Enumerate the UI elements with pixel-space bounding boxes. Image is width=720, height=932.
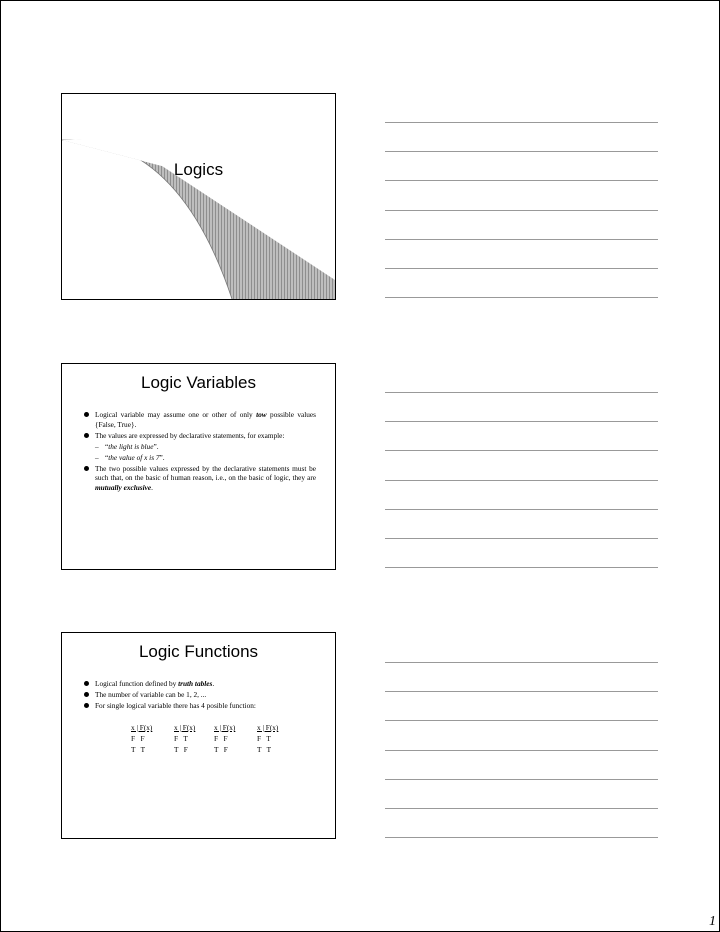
bullet-text: ”.: [153, 441, 159, 451]
note-line: [385, 779, 658, 780]
bullet-item: [84, 679, 316, 689]
bullet-emphasis: mutually exclusive: [95, 482, 152, 492]
bullet-item: [84, 690, 316, 700]
bullet-emphasis: tow: [256, 410, 267, 419]
bullet-item: [84, 410, 316, 429]
sub-bullet-item: [84, 442, 316, 452]
slide-1: [61, 93, 336, 300]
note-line: [385, 268, 658, 269]
note-line: [385, 662, 658, 663]
bullet-text: The values are expressed by declarative statements, for example:: [95, 430, 285, 440]
note-line: [385, 421, 658, 422]
bullet-text: .: [212, 679, 215, 688]
bullet-text: For single logical variable there has 4 posible function:: [95, 701, 256, 710]
dash-marker: –: [95, 441, 99, 451]
note-line: [385, 450, 658, 451]
bullet-dot-icon: [84, 681, 89, 686]
bullet-dot-icon: [84, 433, 89, 438]
note-line: [385, 151, 658, 152]
bullet-text: possible values {False, True}.: [95, 410, 316, 429]
slide-2-bullet-list: [84, 410, 316, 494]
page-number: 1: [709, 914, 716, 929]
truth-table: [174, 722, 195, 755]
bullet-italic: the light is blue: [108, 441, 154, 451]
bullet-item: [84, 431, 316, 441]
bullet-dot-icon: [84, 466, 89, 471]
note-line: [385, 691, 658, 692]
truth-table: [131, 722, 152, 755]
bullet-dot-icon: [84, 412, 89, 417]
truth-table-row: F F: [214, 734, 228, 743]
bullet-text: “: [105, 441, 109, 451]
note-line: [385, 122, 658, 123]
truth-table-row: F T: [257, 734, 271, 743]
bullet-text: .: [151, 482, 153, 492]
note-line: [385, 750, 658, 751]
truth-table-row: T T: [131, 745, 146, 754]
slide-2: [61, 363, 336, 570]
bullet-text: The number of variable can be 1, 2, ...: [95, 690, 207, 699]
truth-table-row: T F: [174, 745, 188, 754]
bullet-text: “: [105, 452, 109, 462]
note-line: [385, 808, 658, 809]
bullet-text: Logical variable may assume one or other of only: [95, 410, 257, 419]
truth-table-header: x | F(x): [174, 723, 196, 732]
truth-table-row: T F: [214, 745, 228, 754]
bullet-item: [84, 464, 316, 493]
note-line: [385, 239, 658, 240]
note-line: [385, 538, 658, 539]
bullet-text: Logical function defined by: [95, 679, 179, 688]
truth-table-header: x | F(x): [257, 723, 279, 732]
note-line: [385, 210, 658, 211]
bullet-dot-icon: [84, 703, 89, 708]
slide-3-bullet-list: [84, 679, 316, 712]
note-line: [385, 392, 658, 393]
bullet-emphasis: truth tables: [178, 679, 213, 688]
truth-table-row: T T: [257, 745, 272, 754]
bullet-text: The two possible values expressed by the declarative statements must be such that, on the basic of human reason, i.e., on the basic of logic, they are: [95, 463, 316, 482]
note-line: [385, 297, 658, 298]
truth-table: [257, 722, 278, 755]
note-line: [385, 720, 658, 721]
note-line: [385, 837, 658, 838]
note-line: [385, 180, 658, 181]
truth-table-header: x | F(x): [214, 723, 236, 732]
bullet-dot-icon: [84, 692, 89, 697]
note-line: [385, 509, 658, 510]
note-line: [385, 567, 658, 568]
slide-1-background-graphic: [62, 94, 335, 299]
sub-bullet-item: [84, 453, 316, 463]
note-line: [385, 480, 658, 481]
truth-table-row: F T: [174, 734, 188, 743]
truth-table-header: x | F(x): [131, 723, 153, 732]
truth-table-row: F F: [131, 734, 145, 743]
truth-table: [214, 722, 235, 755]
slide-3: [61, 632, 336, 839]
slide-3-title: Logic Functions: [138, 642, 259, 661]
dash-marker: –: [95, 452, 99, 462]
slide-2-title: Logic Variables: [141, 373, 256, 392]
bullet-item: [84, 701, 316, 711]
bullet-italic: the value of x is 7: [108, 452, 160, 462]
bullet-text: ”.: [159, 452, 165, 462]
slide-1-title: Logics: [173, 160, 224, 179]
